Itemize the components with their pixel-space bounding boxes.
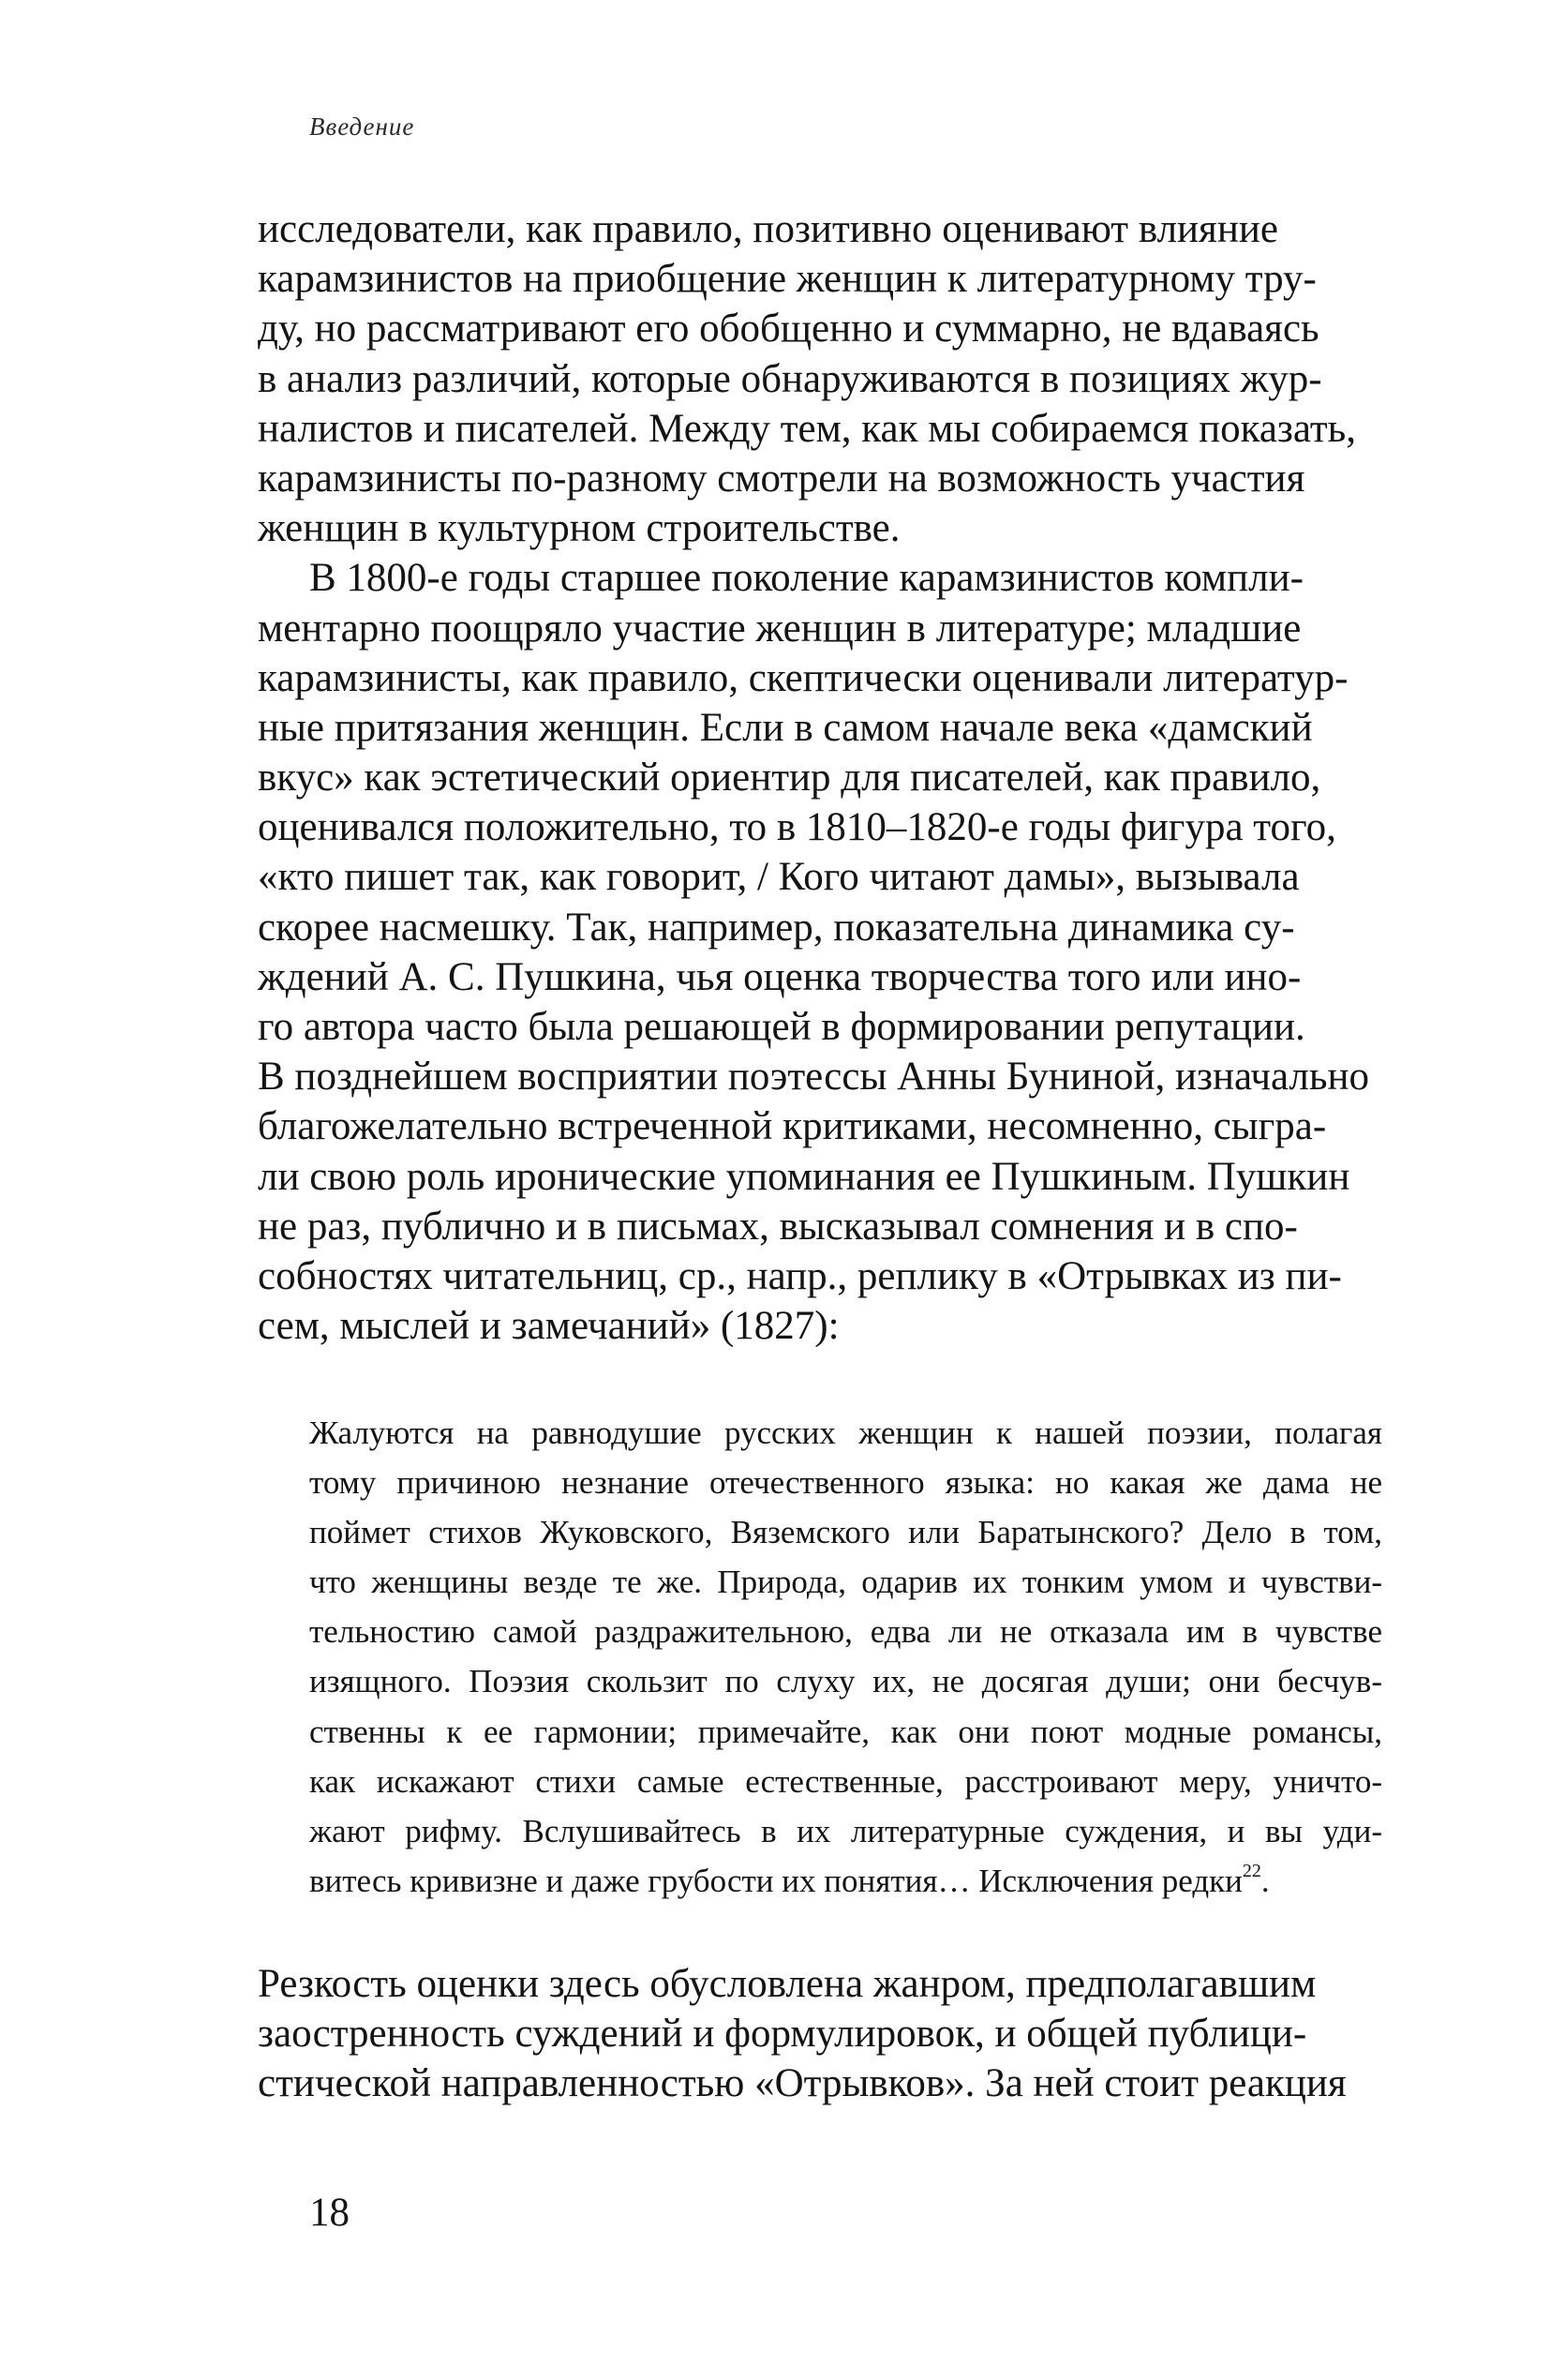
page-number: 18 bbox=[309, 2191, 350, 2235]
quote-line: как искажают стихи самые естественные, расстроивают меру, уничто- bbox=[309, 1762, 1382, 1800]
text-line: ли свою роль иронические упоминания ее Пушкиным. Пушкин bbox=[258, 1154, 1350, 1199]
text-line: карамзинисты, как правило, скептически оценивали литератур- bbox=[258, 655, 1349, 700]
text-line: карамзинисты по-разному смотрели на возможность участия bbox=[258, 456, 1305, 501]
quote-line: что женщины везде те же. Природа, одарив их тонким умом и чувстви- bbox=[309, 1564, 1382, 1601]
text-line: собностях читательниц, ср., напр., реплику в «Отрывках из пи- bbox=[258, 1253, 1342, 1298]
text-line: заостренность суждений и формулировок, и общей публици- bbox=[258, 2012, 1307, 2057]
text-line: женщин в культурном строительстве. bbox=[258, 506, 901, 551]
text-line: ные притязания женщин. Если в самом начале века «дамский bbox=[258, 705, 1313, 750]
text-line: стической направленностью «Отрывков». За ней стоит реакция bbox=[258, 2061, 1347, 2106]
quote-line: тельностию самой раздражительною, едва ли не отказала им в чувстве bbox=[309, 1613, 1382, 1651]
footnote-marker[interactable]: 22 bbox=[1242, 1860, 1261, 1881]
closing-text-block bbox=[258, 1959, 1382, 2109]
text-line: ду, но рассматривают его обобщенно и суммарно, не вдаваясь bbox=[258, 307, 1319, 352]
text-line: сем, мыслей и замечаний» (1827): bbox=[258, 1304, 840, 1349]
quote-line: Жалуются на равнодушие русских женщин к нашей поэзии, полагая bbox=[309, 1415, 1382, 1451]
text-line: не раз, публично и в письмах, высказывал сомнения и в спо- bbox=[258, 1204, 1298, 1249]
text-line: ментарно поощряло участие женщин в литературе; младшие bbox=[258, 606, 1302, 651]
running-head: Введение bbox=[309, 112, 415, 141]
quote-line-text: витесь кривизне и даже грубости их понятия… Исключения редки bbox=[309, 1862, 1243, 1899]
quote-line: изящного. Поэзия скользит по слуху их, не досягая души; они бесчув- bbox=[309, 1663, 1382, 1700]
text-line: го автора часто была решающей в формировании репутации. bbox=[258, 1005, 1305, 1049]
quote-final-punctuation: . bbox=[1260, 1862, 1270, 1899]
text-line: вкус» как эстетический ориентир для писателей, как правило, bbox=[258, 756, 1321, 801]
text-line: благожелательно встреченной критиками, несомненно, сыгра- bbox=[258, 1104, 1327, 1149]
text-line: налистов и писателей. Между тем, как мы собираемся показать, bbox=[258, 406, 1357, 451]
quote-line: ственны к ее гармонии; примечайте, как они поют модные романсы, bbox=[309, 1713, 1382, 1750]
text-line: исследователи, как правило, позитивно оценивают влияние bbox=[258, 207, 1278, 251]
text-line: Резкость оценки здесь обусловлена жанром, предполагавшим bbox=[258, 1962, 1317, 2006]
text-line: карамзинистов на приобщение женщин к литературному тру- bbox=[258, 257, 1317, 302]
quote-line: поймет стихов Жуковского, Вяземского или Баратынского? Дело в том, bbox=[309, 1514, 1382, 1551]
text-line: В 1800-е годы старшее поколение карамзинистов компли- bbox=[309, 556, 1304, 601]
text-line: в анализ различий, которые обнаруживаются в позициях жур- bbox=[258, 356, 1322, 401]
quote-line: жают рифму. Вслушивайтесь в их литературные суждения, и вы уди- bbox=[309, 1812, 1382, 1849]
block-quote bbox=[309, 1408, 1382, 1906]
text-line: скорее насмешку. Так, например, показательна динамика су- bbox=[258, 905, 1295, 950]
text-line: «кто пишет так, как говорит, / Кого читают дамы», вызывала bbox=[258, 855, 1300, 900]
text-line: ждений А. С. Пушкина, чья оценка творчества того или ино- bbox=[258, 954, 1302, 999]
text-line: В позднейшем восприятии поэтессы Анны Буниной, изначально bbox=[258, 1055, 1370, 1100]
quote-last-line bbox=[309, 1856, 1382, 1906]
quote-line: тому причиною незнание отечественного языка: но какая же дама не bbox=[309, 1464, 1382, 1502]
text-line: оценивался положительно, то в 1810–1820-е годы фигура того, bbox=[258, 805, 1336, 850]
main-text-block bbox=[258, 204, 1382, 1351]
